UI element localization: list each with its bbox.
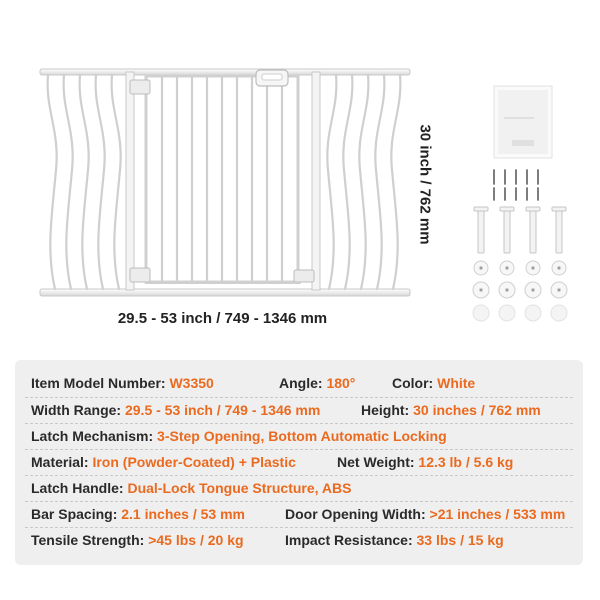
- impact-resistance-spec: [285, 527, 504, 553]
- wall-cups-icon: [473, 261, 567, 298]
- net-weight-value: 12.3 lb / 5.6 kg: [418, 454, 514, 470]
- door-opening-width-spec: [285, 501, 565, 527]
- height-value: 30 inches / 762 mm: [413, 402, 541, 418]
- color-value: White: [437, 375, 476, 391]
- item-model-value: W3350: [169, 375, 214, 391]
- angle-value: 180°: [326, 375, 356, 391]
- angle-spec: [279, 370, 355, 396]
- latch-mechanism-value: 3-Step Opening, Bottom Automatic Locking: [157, 428, 447, 444]
- item-model-label: Item Model Number:: [31, 375, 166, 391]
- impact-resistance-value: 33 lbs / 15 kg: [416, 532, 504, 548]
- bar-spacing-spec: [31, 501, 245, 527]
- adhesive-pads-icon: [473, 305, 567, 321]
- tensile-strength-label: Tensile Strength:: [31, 532, 145, 548]
- screws-icon: [494, 170, 538, 200]
- color-spec: [392, 370, 475, 396]
- width-range-value: 29.5 - 53 inch / 749 - 1346 mm: [124, 402, 321, 418]
- width-dimension-label: 29.5 - 53 inch / 749 - 1346 mm: [117, 310, 328, 327]
- net-weight-spec: [337, 449, 513, 475]
- height-label: Height:: [361, 402, 410, 418]
- material-spec: [31, 449, 296, 475]
- material-label: Material:: [31, 454, 89, 470]
- tensile-strength-spec: [31, 527, 244, 553]
- door-opening-width-value: >21 inches / 533 mm: [429, 506, 566, 522]
- latch-handle-value: Dual-Lock Tongue Structure, ABS: [127, 480, 352, 496]
- pressure-bolts-icon: [474, 207, 566, 253]
- width-range-spec: [31, 397, 320, 423]
- impact-resistance-label: Impact Resistance:: [285, 532, 413, 548]
- latch-handle-label: Latch Handle:: [31, 480, 124, 496]
- bar-spacing-label: Bar Spacing:: [31, 506, 118, 522]
- height-dimension-label: 30 inch / 762 mm: [416, 124, 434, 245]
- item-model-spec: [31, 370, 214, 396]
- color-label: Color:: [392, 375, 434, 391]
- width-range-label: Width Range:: [31, 402, 122, 418]
- latch-mechanism-spec: [31, 423, 447, 449]
- gate-illustration: [40, 69, 410, 296]
- material-value: Iron (Powder-Coated) + Plastic: [92, 454, 296, 470]
- net-weight-label: Net Weight:: [337, 454, 415, 470]
- spec-panel: [15, 360, 583, 565]
- tensile-strength-value: >45 lbs / 20 kg: [148, 532, 244, 548]
- angle-label: Angle:: [279, 375, 323, 391]
- door-opening-width-label: Door Opening Width:: [285, 506, 426, 522]
- manual-booklet-icon: [494, 86, 552, 158]
- bar-spacing-value: 2.1 inches / 53 mm: [121, 506, 245, 522]
- latch-mechanism-label: Latch Mechanism:: [31, 428, 154, 444]
- latch-handle-spec: [31, 475, 351, 501]
- height-spec: [361, 397, 541, 423]
